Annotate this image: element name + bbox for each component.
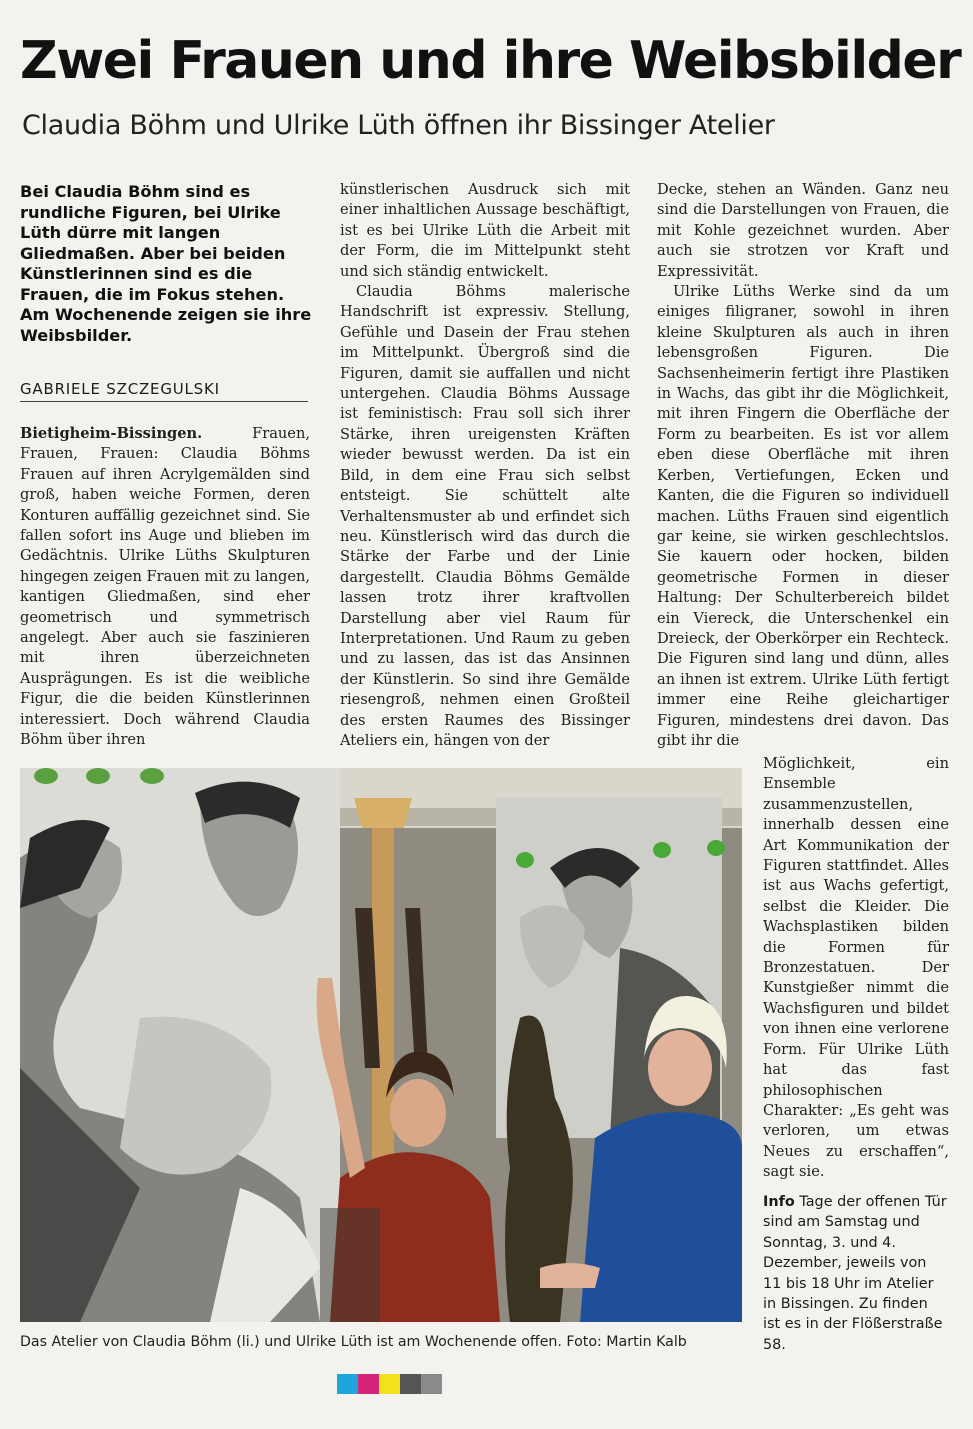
color-swatch-magenta: [358, 1374, 379, 1394]
color-swatch-cyan: [337, 1374, 358, 1394]
column-2-paragraph-2: Claudia Böhms malerische Handschrift ist expressiv. Stellung, Gefühle und Dasein der Frau stehen im Mittelpunkt. Übergroß sind die Figuren, damit sie auffallen und nicht untergehen. Claudia Böhms Aussage ist feministisch: Frau soll sich ihrer Stärke, ihren ureigensten Kräften wieder bewusst werden. Da ist ein Bild, in dem eine Frau sich selbst entsteigt. Sie schüttelt alte Verhaltensmuster ab und erfindet sich neu. Künstlerisch wird das durch die Stärke der Farbe und der Linie dargestellt. Claudia Böhms Gemälde lassen trotz ihrer kraftvollen Darstellung aber viel Raum für Interpretationen. Und Raum zu geben und zu lassen, das ist das Ansinnen der Künstlerin. So sind ihre Gemälde riesengroß, nehmen einen Großteil des ersten Raumes des Bissinger Ateliers ein, hängen von der: [340, 283, 630, 749]
info-text: Tage der offenen Tür sind am Samstag und Sonntag, 3. und 4. Dezember, jeweils von 11 bis 18 Uhr im Atelier in Bissingen. Zu finden ist es in der Flößerstraße 58.: [763, 1194, 947, 1353]
column-3-paragraph-2: Ulrike Lüths Werke sind da um einiges filigraner, sowohl in ihren kleine Skulpturen als auch in ihren lebensgroßen Figuren. Die Sachsenheimerin fertigt ihre Plastiken in Wachs, das gibt ihr die Möglichkeit, mit ihren Fingern die Oberfläche der Form zu bearbeiten. Es ist vor allem eben diese Oberfläche mit ihren Kerben, Vertiefungen, Ecken und Kanten, die die Figuren so individuell machen. Lüths Frauen sind eigentlich gar keine, sie wirken geschlechtslos. Sie kauern oder hocken, bilden geometrische Formen in dieser Haltung: Der Schulterbereich bildet ein Viereck, die Unterschenkel ein Dreieck, der Oberkörper ein Rechteck. Die Figuren sind lang und dünn, alles an ihnen ist extrem. Ulrike Lüth fertigt immer eine Reihe gleichartiger Figuren, mindestens drei davon. Das gibt ihr die: [657, 283, 949, 749]
info-label: Info: [763, 1194, 795, 1210]
color-swatch-yellow: [379, 1374, 400, 1394]
article-column-1: [20, 424, 310, 751]
info-box: [763, 1192, 949, 1355]
dateline: Bietigheim-Bissingen.: [20, 425, 203, 442]
color-swatch-gray: [421, 1374, 442, 1394]
column-1-text: Frauen, Frauen, Frauen: Claudia Böhms Frauen auf ihren Acrylgemälden sind groß, haben weiche Formen, deren Konturen auffällig gezeichnet sind. Sie fallen sofort ins Auge und blieben im Gedächtnis. Ulrike Lüths Skulpturen hingegen zeigen Frauen mit zu langen, kantigen Gliedmaßen, sind eher geometrisch und symmetrisch angelegt. Aber auch sie faszinieren mit ihren überzeichneten Ausprägungen. Es ist die weibliche Figur, die die beiden Künstlerinnen interessiert. Doch während Claudia Böhm über ihren: [20, 425, 310, 749]
print-color-bar: [337, 1374, 442, 1394]
photo-caption: Das Atelier von Claudia Böhm (li.) und Ulrike Lüth ist am Wochenende offen. Foto: Martin Kalb: [20, 1334, 687, 1350]
article-column-3-continued: [763, 754, 949, 1183]
article-column-3: [657, 180, 949, 751]
author-byline: GABRIELE SZCZEGULSKI: [20, 380, 308, 402]
subheadline: Claudia Böhm und Ulrike Lüth öffnen ihr Bissinger Atelier: [22, 110, 775, 141]
color-swatch-dark-gray: [400, 1374, 421, 1394]
column-3-paragraph-1: Decke, stehen an Wänden. Ganz neu sind die Darstellungen von Frauen, die mit Kohle gezeichnet wurden. Aber auch sie strotzen vor Kraft und Expressivität.: [657, 181, 949, 280]
photo-illustration: [20, 768, 742, 1322]
article-column-2: [340, 180, 630, 751]
article-photo: [20, 768, 742, 1322]
lead-paragraph: Bei Claudia Böhm sind es rundliche Figuren, bei Ulrike Lüth dürre mit langen Gliedmaßen. Aber bei beiden Künstlerinnen sind es die Frauen, die im Fokus stehen. Am Wochenende zeigen sie ihre Weibsbilder.: [20, 182, 312, 345]
column-3-paragraph-2-continued: Möglichkeit, ein Ensemble zusammenzustellen, innerhalb dessen eine Art Kommunikation der Figuren stattfindet. Alles ist aus Wachs gefertigt, selbst die Kleider. Die Wachsplastiken bilden die Formen für Bronzestatuen. Der Kunstgießer nimmt die Wachsfiguren und bildet von ihnen eine verlorene Form. Für Ulrike Lüth hat das fast philosophischen Charakter: „Es geht was verloren, um etwas Neues zu erschaffen“, sagt sie.: [763, 755, 949, 1181]
column-2-paragraph-1: künstlerischen Ausdruck sich mit einer inhaltlichen Aussage beschäftigt, ist es bei Ulrike Lüth die Arbeit mit der Form, die im Mittelpunkt steht und sich ständig entwickelt.: [340, 181, 630, 280]
headline: Zwei Frauen und ihre Weibsbilder: [20, 31, 961, 91]
